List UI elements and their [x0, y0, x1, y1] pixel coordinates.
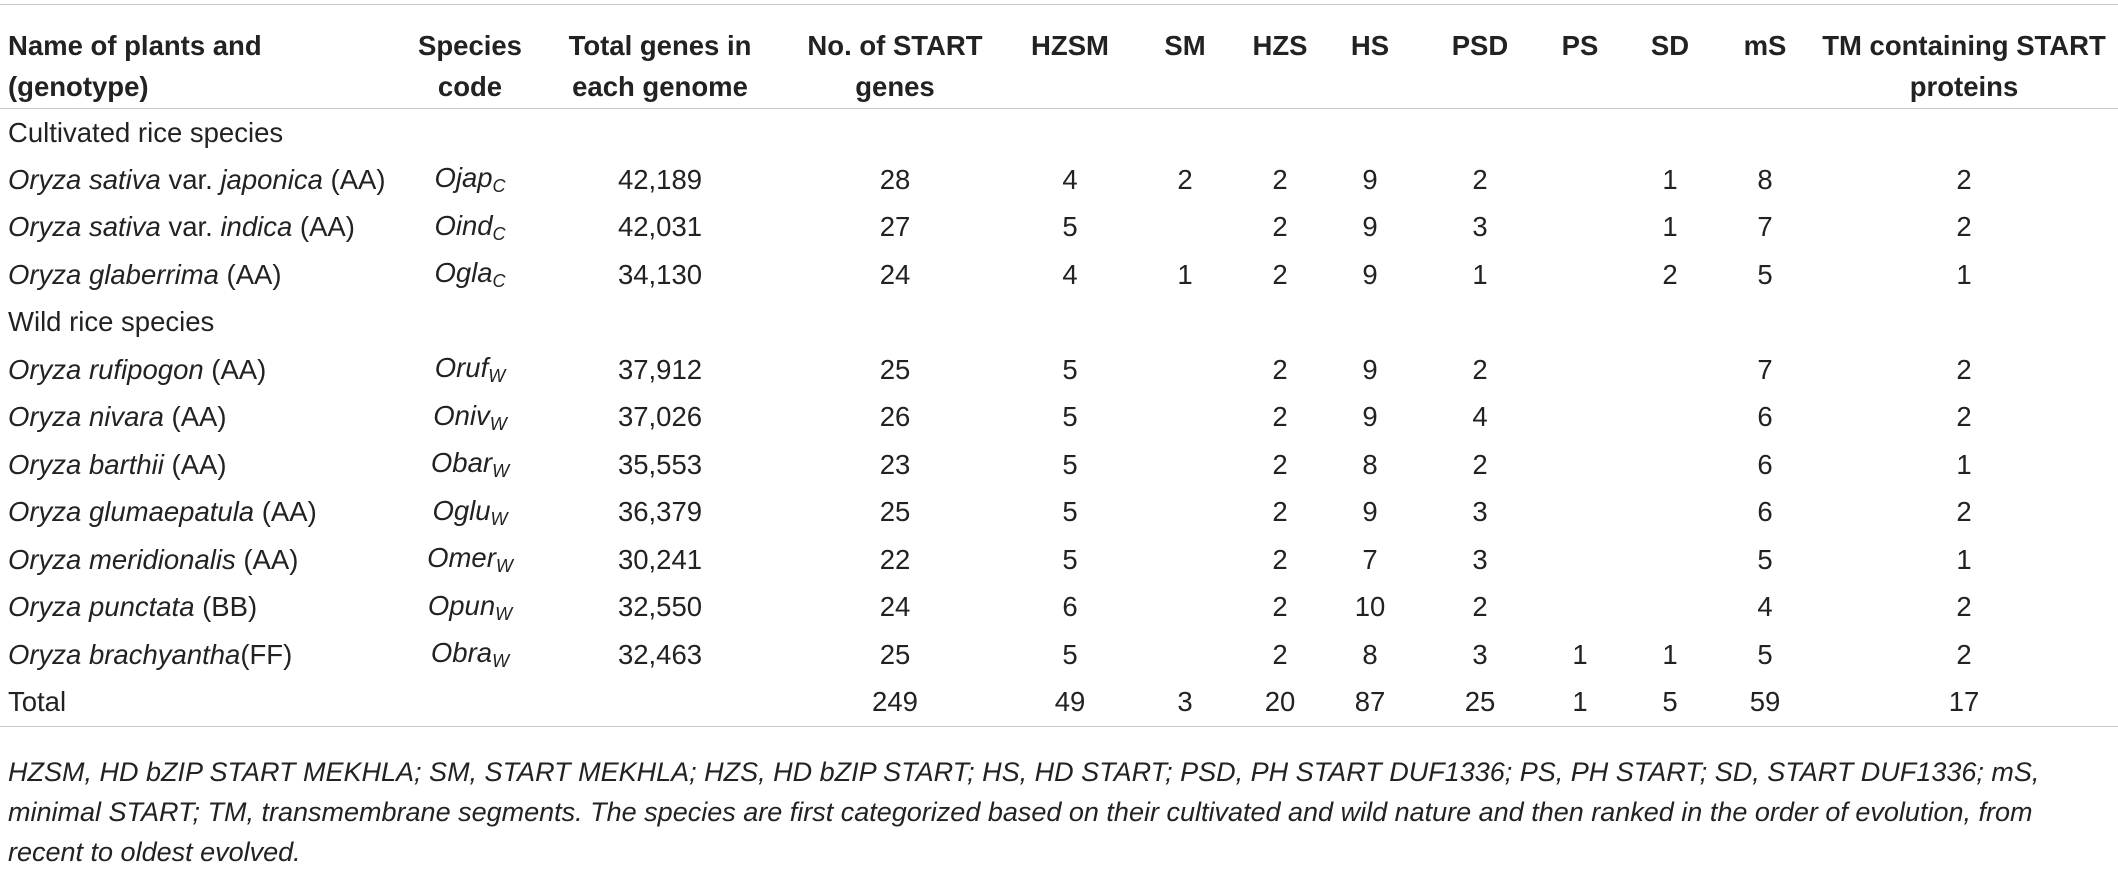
- cell-ms: 6: [1757, 496, 1773, 528]
- column-header: HZS: [1240, 5, 1320, 109]
- cell-hzs: 2: [1272, 638, 1288, 670]
- cell-tm: 2: [1956, 401, 1972, 433]
- cell-hzsm: 5: [1062, 401, 1078, 433]
- section-row: [0, 299, 2118, 347]
- table-row: [0, 204, 2118, 252]
- cell-hzs: 2: [1272, 211, 1288, 243]
- species-code-subscript: W: [489, 413, 507, 434]
- table-row: [0, 631, 2118, 679]
- species-genotype: (FF): [240, 638, 293, 670]
- species-code: Oglu: [432, 494, 491, 526]
- cell-hzs: 2: [1272, 353, 1288, 385]
- cell-ms: 4: [1757, 591, 1773, 623]
- cell-hs: 8: [1362, 638, 1378, 670]
- species-name-cell: [0, 536, 400, 584]
- species-name: Oryza nivara: [8, 401, 164, 433]
- cell-start: 27: [879, 211, 911, 243]
- cell-ps: [1540, 251, 1620, 299]
- section-row: [0, 109, 2118, 157]
- table-row: [0, 251, 2118, 299]
- column-header: HS: [1320, 5, 1420, 109]
- cell-tm: 1: [1956, 448, 1972, 480]
- cell-ps: [1540, 346, 1620, 394]
- species-var: var.: [160, 211, 221, 243]
- species-name-cell: [0, 156, 400, 204]
- cell-ms: 7: [1757, 211, 1773, 243]
- species-code-cell: [400, 394, 540, 442]
- cell-sm: [1130, 631, 1240, 679]
- cell-sm: [1130, 489, 1240, 537]
- column-header: mS: [1720, 5, 1810, 109]
- cell-start: 25: [879, 353, 911, 385]
- cell-sd: [1620, 489, 1720, 537]
- cell-hzsm: 4: [1062, 258, 1078, 290]
- species-code-subscript: W: [495, 556, 513, 577]
- cell-hs: 9: [1362, 211, 1378, 243]
- total-sd: 5: [1620, 679, 1720, 727]
- cell-hzs: 2: [1272, 448, 1288, 480]
- species-code-subscript: W: [488, 366, 506, 387]
- species-genotype: (BB): [194, 591, 258, 623]
- cell-tm: 1: [1956, 258, 1972, 290]
- species-code-subscript: W: [492, 651, 510, 672]
- species-code-subscript: W: [490, 508, 508, 529]
- species-name-cell: [0, 346, 400, 394]
- species-name-cell: [0, 204, 400, 252]
- species-code: Oniv: [433, 399, 490, 431]
- cell-hzsm: 5: [1062, 638, 1078, 670]
- cell-hzs: 2: [1272, 163, 1288, 195]
- cell-tm: 2: [1956, 353, 1972, 385]
- cell-total: 35,553: [617, 448, 703, 480]
- cell-hzsm: 4: [1062, 163, 1078, 195]
- cell-sm: 1: [1177, 258, 1193, 290]
- cell-start: 28: [879, 163, 911, 195]
- cell-psd: 2: [1472, 353, 1488, 385]
- total-hzs: 20: [1240, 679, 1320, 727]
- species-code: Ojap: [434, 162, 493, 194]
- cell-psd: 2: [1472, 448, 1488, 480]
- species-name: Oryza glumaepatula: [8, 496, 255, 528]
- species-code-subscript: C: [492, 176, 506, 197]
- cell-hzsm: 5: [1062, 211, 1078, 243]
- cell-hs: 9: [1362, 353, 1378, 385]
- species-genotype: (AA): [322, 163, 386, 195]
- cell-ps: [1540, 204, 1620, 252]
- cell-ps: [1540, 489, 1620, 537]
- species-code-cell: [400, 489, 540, 537]
- cell-psd: 3: [1472, 638, 1488, 670]
- table-row: [0, 346, 2118, 394]
- species-code-subscript: C: [492, 271, 506, 292]
- column-header: Species code: [400, 5, 540, 109]
- species-genotype: (AA): [218, 258, 282, 290]
- cell-sd: [1620, 536, 1720, 584]
- species-code-subscript: C: [492, 223, 506, 244]
- table-row: [0, 156, 2118, 204]
- column-header: PS: [1540, 5, 1620, 109]
- empty-cell: [400, 679, 540, 727]
- section-title: Cultivated rice species: [8, 116, 284, 148]
- total-row: [0, 679, 2118, 727]
- total-tm: 17: [1810, 679, 2118, 727]
- cell-total: 34,130: [617, 258, 703, 290]
- cell-total: 32,463: [617, 638, 703, 670]
- species-name-cell: [0, 631, 400, 679]
- column-header: HZSM: [1010, 5, 1130, 109]
- species-code-subscript: W: [495, 603, 513, 624]
- cell-hs: 10: [1354, 591, 1386, 623]
- cell-sm: [1130, 584, 1240, 632]
- cell-total: 32,550: [617, 591, 703, 623]
- cell-hzs: 2: [1272, 258, 1288, 290]
- cell-psd: 3: [1472, 496, 1488, 528]
- total-start: 249: [780, 679, 1010, 727]
- table-header: [0, 5, 2118, 109]
- species-code: Omer: [427, 542, 496, 574]
- species-name: Oryza meridionalis: [8, 543, 236, 575]
- species-name-cell: [0, 394, 400, 442]
- header-row: [0, 5, 2118, 109]
- cell-sm: [1130, 536, 1240, 584]
- species-code-cell: [400, 584, 540, 632]
- cell-hzs: 2: [1272, 543, 1288, 575]
- cell-ms: 5: [1757, 543, 1773, 575]
- cell-tm: 1: [1956, 543, 1972, 575]
- cell-ms: 6: [1757, 448, 1773, 480]
- species-name: Oryza sativa: [8, 163, 161, 195]
- species-name: Oryza barthii: [8, 448, 164, 480]
- cell-start: 23: [879, 448, 911, 480]
- species-code: Obra: [430, 637, 493, 669]
- cell-total: 42,189: [617, 163, 703, 195]
- column-header: SD: [1620, 5, 1720, 109]
- cell-ms: 7: [1757, 353, 1773, 385]
- section-title: Wild rice species: [8, 306, 215, 338]
- cell-ps: [1540, 536, 1620, 584]
- cell-ps: [1540, 584, 1620, 632]
- cell-total: 37,026: [617, 401, 703, 433]
- column-header: SM: [1130, 5, 1240, 109]
- cell-start: 24: [879, 258, 911, 290]
- species-genotype: (AA): [203, 353, 267, 385]
- cell-total: 36,379: [617, 496, 703, 528]
- cell-start: 24: [879, 591, 911, 623]
- species-genotype: (AA): [163, 401, 227, 433]
- cell-total: 42,031: [617, 211, 703, 243]
- species-code-cell: [400, 204, 540, 252]
- cell-sd: [1620, 441, 1720, 489]
- table-row: [0, 394, 2118, 442]
- cell-psd: 2: [1472, 163, 1488, 195]
- species-code-cell: [400, 346, 540, 394]
- species-code-cell: [400, 536, 540, 584]
- empty-cell: [540, 679, 780, 727]
- cell-sd: 2: [1662, 258, 1678, 290]
- species-genotype: (AA): [163, 448, 227, 480]
- species-start-table: [0, 4, 2118, 727]
- cell-tm: 2: [1956, 163, 1972, 195]
- species-code-cell: [400, 631, 540, 679]
- cell-hzs: 2: [1272, 591, 1288, 623]
- column-header: PSD: [1420, 5, 1540, 109]
- species-name: Oryza rufipogon: [8, 353, 204, 385]
- cell-start: 22: [879, 543, 911, 575]
- total-label: Total: [0, 679, 400, 727]
- cell-hzsm: 6: [1062, 591, 1078, 623]
- cell-ps: 1: [1572, 638, 1588, 670]
- cell-total: 30,241: [617, 543, 703, 575]
- cell-sd: [1620, 394, 1720, 442]
- cell-hzs: 2: [1272, 401, 1288, 433]
- cell-sd: [1620, 584, 1720, 632]
- species-variety: japonica: [220, 163, 323, 195]
- total-psd: 25: [1420, 679, 1540, 727]
- table-row: [0, 584, 2118, 632]
- species-genotype: (AA): [235, 543, 299, 575]
- species-name-cell: [0, 441, 400, 489]
- species-genotype: (AA): [292, 211, 355, 243]
- column-header: No. of START genes: [780, 5, 1010, 109]
- cell-ms: 8: [1757, 163, 1773, 195]
- cell-hs: 7: [1362, 543, 1378, 575]
- cell-ms: 5: [1757, 638, 1773, 670]
- species-code: Ogla: [434, 257, 493, 289]
- cell-ms: 5: [1757, 258, 1773, 290]
- species-code-cell: [400, 251, 540, 299]
- cell-hs: 9: [1362, 401, 1378, 433]
- species-code-subscript: W: [492, 461, 510, 482]
- column-header: Total genes in each genome: [540, 5, 780, 109]
- species-code: Oruf: [434, 352, 489, 384]
- cell-sm: [1130, 394, 1240, 442]
- cell-ps: [1540, 156, 1620, 204]
- species-var: var.: [160, 163, 221, 195]
- cell-psd: 3: [1472, 211, 1488, 243]
- species-name-cell: [0, 584, 400, 632]
- column-header: Name of plants and (genotype): [0, 5, 400, 109]
- total-ps: 1: [1540, 679, 1620, 727]
- species-name-cell: [0, 251, 400, 299]
- cell-psd: 1: [1472, 258, 1488, 290]
- cell-hs: 9: [1362, 258, 1378, 290]
- cell-hzsm: 5: [1062, 496, 1078, 528]
- cell-hs: 9: [1362, 496, 1378, 528]
- species-name: Oryza punctata: [8, 591, 195, 623]
- cell-start: 25: [879, 496, 911, 528]
- species-name-cell: [0, 489, 400, 537]
- cell-total: 37,912: [617, 353, 703, 385]
- total-ms: 59: [1720, 679, 1810, 727]
- cell-tm: 2: [1956, 496, 1972, 528]
- cell-ps: [1540, 441, 1620, 489]
- table-body: [0, 109, 2118, 727]
- cell-hzs: 2: [1272, 496, 1288, 528]
- cell-sm: [1130, 441, 1240, 489]
- total-hs: 87: [1320, 679, 1420, 727]
- species-name: Oryza brachyantha: [8, 638, 241, 670]
- species-code: Opun: [427, 589, 496, 621]
- total-hzsm: 49: [1010, 679, 1130, 727]
- cell-tm: 2: [1956, 211, 1972, 243]
- cell-sd: 1: [1662, 211, 1678, 243]
- cell-sd: 1: [1662, 163, 1678, 195]
- cell-ps: [1540, 394, 1620, 442]
- table-row: [0, 441, 2118, 489]
- cell-sm: [1130, 204, 1240, 252]
- cell-start: 26: [879, 401, 911, 433]
- cell-sm: 2: [1177, 163, 1193, 195]
- species-code: Oind: [434, 209, 493, 241]
- cell-hzsm: 5: [1062, 448, 1078, 480]
- cell-sm: [1130, 346, 1240, 394]
- species-variety: indica: [220, 211, 293, 243]
- species-genotype: (AA): [254, 496, 317, 528]
- cell-psd: 4: [1472, 401, 1488, 433]
- table-row: [0, 489, 2118, 537]
- cell-sd: 1: [1662, 638, 1678, 670]
- cell-hzsm: 5: [1062, 543, 1078, 575]
- species-name: Oryza sativa: [8, 211, 161, 243]
- species-name: Oryza glaberrima: [8, 258, 219, 290]
- cell-ms: 6: [1757, 401, 1773, 433]
- cell-hzsm: 5: [1062, 353, 1078, 385]
- cell-tm: 2: [1956, 638, 1972, 670]
- species-code-cell: [400, 156, 540, 204]
- total-sm: 3: [1130, 679, 1240, 727]
- column-header: TM containing START proteins: [1810, 5, 2118, 109]
- table-footnote: HZSM, HD bZIP START MEKHLA; SM, START MEKHLA; HZS, HD bZIP START; HS, HD START; PSD, PH START DUF1336; PS, PH START; SD, START DUF1336; mS, minimal START; TM, transmembrane segments. The species are first categorized based on their cultivated and wild nature and then ranked in the order of evolution, from recent to oldest evolved.: [8, 757, 2040, 867]
- cell-start: 25: [879, 638, 911, 670]
- species-code-cell: [400, 441, 540, 489]
- species-code: Obar: [430, 447, 493, 479]
- table-row: [0, 536, 2118, 584]
- cell-psd: 3: [1472, 543, 1488, 575]
- cell-hs: 9: [1362, 163, 1378, 195]
- cell-psd: 2: [1472, 591, 1488, 623]
- cell-tm: 2: [1956, 591, 1972, 623]
- cell-sd: [1620, 346, 1720, 394]
- cell-hs: 8: [1362, 448, 1378, 480]
